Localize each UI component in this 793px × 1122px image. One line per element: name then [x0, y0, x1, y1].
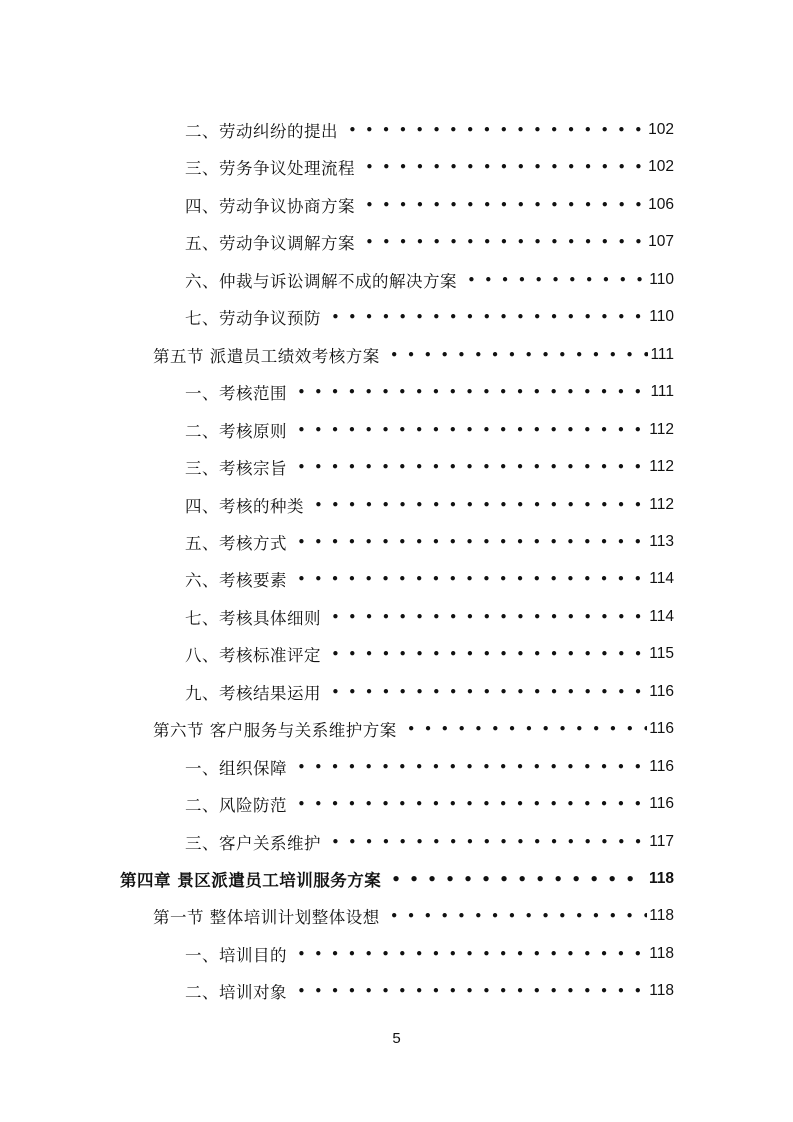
dot-leader — [297, 795, 643, 813]
dot-leader — [365, 158, 642, 176]
toc-entry-title: 二、风险防范 — [185, 796, 287, 815]
toc-entry-page: 112 — [649, 421, 674, 438]
toc-entry-page: 116 — [649, 683, 674, 700]
toc-entry-page: 117 — [649, 833, 674, 850]
dot-leader — [390, 907, 648, 925]
toc-entry-title: 二、劳动纠纷的提出 — [185, 122, 338, 141]
toc-entry-title: 九、考核结果运用 — [185, 684, 321, 703]
toc-entry[interactable] — [185, 939, 674, 969]
toc-entry-title: 五、劳动争议调解方案 — [185, 234, 355, 253]
toc-entry[interactable] — [185, 527, 674, 557]
toc-entry[interactable] — [185, 602, 674, 632]
toc-entry-title: 第四章 景区派遣员工培训服务方案 — [120, 871, 382, 890]
toc-entry-title: 一、组织保障 — [185, 759, 287, 778]
toc-entry[interactable] — [185, 152, 674, 182]
dot-leader — [331, 833, 643, 851]
dot-leader — [297, 458, 643, 476]
toc-entry-title: 三、客户关系维护 — [185, 834, 321, 853]
toc-entry-page: 112 — [649, 496, 674, 513]
dot-leader — [297, 383, 644, 401]
toc-entry[interactable] — [185, 564, 674, 594]
toc-entry[interactable] — [185, 452, 674, 482]
toc-entry-page: 114 — [649, 608, 674, 625]
toc-entry[interactable] — [185, 752, 674, 782]
page-number: 5 — [392, 1030, 401, 1047]
toc-entry-page: 116 — [649, 758, 674, 775]
dot-leader — [331, 308, 643, 326]
toc-entry-page: 102 — [648, 158, 674, 175]
dot-leader — [390, 346, 649, 364]
toc-entry-page: 112 — [649, 458, 674, 475]
toc-entry-page: 110 — [649, 271, 674, 288]
dot-leader — [297, 570, 643, 588]
toc-entry-title: 二、培训对象 — [185, 983, 287, 1002]
toc-entry-title: 四、劳动争议协商方案 — [185, 197, 355, 216]
dot-leader — [365, 196, 642, 214]
dot-leader — [407, 720, 648, 738]
toc-entry-title: 第六节 客户服务与关系维护方案 — [153, 721, 397, 740]
toc-entry-page: 110 — [649, 308, 674, 325]
dot-leader — [297, 421, 643, 439]
dot-leader — [297, 945, 643, 963]
toc-entry-page: 111 — [650, 346, 674, 363]
dot-leader — [348, 121, 642, 139]
toc-entry-page: 107 — [648, 233, 674, 250]
toc-entry[interactable] — [185, 677, 674, 707]
toc-entry-title: 七、劳动争议预防 — [185, 309, 321, 328]
toc-entry-title: 第一节 整体培训计划整体设想 — [153, 908, 380, 927]
toc-entry-title: 六、仲裁与诉讼调解不成的解决方案 — [185, 272, 457, 291]
toc-entry-title: 一、考核范围 — [185, 384, 287, 403]
toc-entry[interactable] — [153, 901, 674, 931]
toc-entry[interactable] — [185, 490, 674, 520]
dot-leader — [297, 982, 643, 1000]
toc-entry[interactable] — [185, 115, 674, 145]
toc-entry-chapter[interactable] — [120, 864, 674, 894]
toc-entry[interactable] — [185, 639, 674, 669]
toc-entry-page: 118 — [648, 870, 674, 887]
dot-leader — [365, 233, 642, 251]
dot-leader — [331, 683, 643, 701]
toc-entry-title: 七、考核具体细则 — [185, 609, 321, 628]
toc-entry-page: 118 — [649, 982, 674, 999]
toc-entry[interactable] — [185, 976, 674, 1006]
toc-entry-page: 111 — [650, 383, 674, 400]
dot-leader — [391, 870, 643, 888]
dot-leader — [331, 608, 643, 626]
toc-entry-title: 二、考核原则 — [185, 422, 287, 441]
dot-leader — [314, 496, 643, 514]
toc-entry[interactable] — [185, 377, 674, 407]
toc-entry[interactable] — [185, 190, 674, 220]
toc-entry-page: 102 — [648, 121, 674, 138]
toc-entry-page: 116 — [649, 720, 674, 737]
toc-entry-title: 五、考核方式 — [185, 534, 287, 553]
toc-entry-page: 116 — [649, 795, 674, 812]
toc-entry[interactable] — [185, 227, 674, 257]
dot-leader — [467, 271, 647, 289]
toc-entry-title: 三、劳务争议处理流程 — [185, 159, 355, 178]
toc-entry-title: 第五节 派遣员工绩效考核方案 — [153, 347, 380, 366]
toc-entry[interactable] — [185, 789, 674, 819]
toc-entry-title: 四、考核的种类 — [185, 497, 304, 516]
toc-entry-title: 八、考核标准评定 — [185, 646, 321, 665]
dot-leader — [331, 645, 643, 663]
dot-leader — [297, 533, 643, 551]
toc-entry-page: 106 — [648, 196, 674, 213]
toc-entry-page: 118 — [649, 907, 674, 924]
dot-leader — [297, 758, 643, 776]
toc-entry[interactable] — [185, 302, 674, 332]
toc-entry-title: 六、考核要素 — [185, 571, 287, 590]
toc-entry[interactable] — [153, 340, 674, 370]
toc-entry-page: 113 — [649, 533, 674, 550]
toc-entry[interactable] — [185, 415, 674, 445]
toc-entry[interactable] — [185, 827, 674, 857]
toc-entry-title: 一、培训目的 — [185, 946, 287, 965]
toc-entry[interactable] — [185, 265, 674, 295]
toc-entry-title: 三、考核宗旨 — [185, 459, 287, 478]
toc-entry-page: 115 — [649, 645, 674, 662]
toc-entry-page: 114 — [649, 570, 674, 587]
toc-entry[interactable] — [153, 714, 674, 744]
toc-entry-page: 118 — [649, 945, 674, 962]
